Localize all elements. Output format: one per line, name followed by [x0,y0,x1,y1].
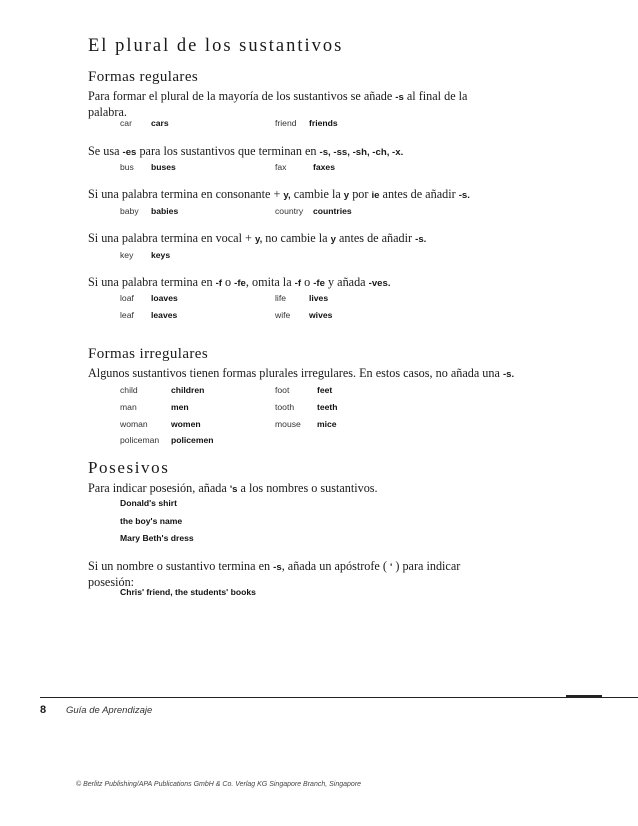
text-run: a los nombres o sustantivos. [237,481,378,495]
bold-suffix: y [330,234,336,245]
plural-word: wives [309,310,333,320]
section-heading-possessive: Posesivos [88,458,170,477]
footer-rule [40,697,638,698]
page-number: 8 [40,704,47,716]
rule-possessive-s [88,559,468,589]
plural-word: mice [317,419,337,429]
text-run: antes de añadir [379,187,459,201]
singular-word: car [120,118,132,128]
bold-suffix: -fe [313,278,325,289]
singular-word: policeman [120,435,160,445]
bold-suffix: y, [283,190,291,201]
text-run: o [301,275,314,289]
bold-suffix: y [343,190,350,201]
text-run: Si un nombre o sustantivo termina en [88,559,274,573]
singular-word: leaf [120,310,134,320]
plural-word: men [171,402,189,412]
plural-word: faxes [313,162,335,172]
bold-suffix: 's [229,484,238,495]
plural-word: loaves [151,293,178,303]
text-run: ) para indicar posesión: [88,559,461,589]
singular-word: key [120,250,134,260]
section-heading-irregular: Formas irregulares [88,346,209,362]
text-run: al final de la palabra. [88,89,468,119]
running-footer-title: Guía de Aprendizaje [66,705,153,716]
regular-intro [88,89,468,119]
singular-word: life [275,293,286,303]
singular-word: country [275,206,304,216]
plural-word: friends [309,118,338,128]
bold-suffix: -f [294,278,302,289]
text-run: y añada [324,275,369,289]
singular-word: bus [120,162,134,172]
possessive-example: the boy's name [120,516,183,526]
plural-word: keys [151,250,171,260]
rule-f [88,275,391,291]
plural-word: countries [313,206,352,216]
possessive-example: Mary Beth's dress [120,533,194,543]
bold-suffix: -s. [502,369,515,380]
text-run: no cambie la [262,231,331,245]
text-run: cambie la [290,187,344,201]
rule-y [88,187,470,203]
plural-word: cars [151,118,169,128]
singular-word: loaf [120,293,134,303]
possessive-example: Chris' friend, the students' books [120,587,256,597]
singular-word: fax [275,162,287,172]
singular-word: foot [275,385,290,395]
page-title: El plural de los sustantivos [88,36,344,56]
text-run: Se usa [88,144,123,158]
singular-word: mouse [275,419,301,429]
text-run: , omita la [245,275,295,289]
rule-vowel-y [88,231,426,247]
singular-word: tooth [275,402,295,412]
copyright-notice: © Berlitz Publishing/APA Publications GmbH & Co. Verlag KG Singapore Branch, Singapore [76,781,362,788]
bold-suffix: ' [390,562,393,573]
singular-word: woman [120,419,148,429]
singular-word: friend [275,118,297,128]
singular-word: wife [275,310,291,320]
text-run: Para indicar posesión, añada [88,481,230,495]
singular-word: child [120,385,138,395]
bold-suffix: -s [395,92,404,103]
bold-suffix: -s. [458,190,470,201]
text-run: Algunos sustantivos tienen formas plurales irregulares. En estos casos, no añada una [88,366,503,380]
text-run: , añada un apóstrofe ( [281,559,390,573]
plural-word: babies [151,206,179,216]
plural-word: children [171,385,205,395]
bold-suffix: -s, -ss, -sh, -ch, -x. [319,147,404,158]
irregular-intro [88,366,514,382]
singular-word: baby [120,206,139,216]
bold-suffix: ie [371,190,380,201]
plural-word: leaves [151,310,178,320]
text-run: para los sustantivos que terminan en [136,144,320,158]
bold-suffix: y, [254,234,263,245]
footer-rule-accent [566,695,602,697]
text-run: Para formar el plural de la mayoría de los sustantivos se añade [88,89,396,103]
text-run: o [221,275,235,289]
possessive-intro [88,481,378,497]
plural-word: feet [317,385,333,395]
singular-word: man [120,402,137,412]
possessive-example: Donald's shirt [120,498,177,508]
plural-word: women [171,419,201,429]
plural-word: buses [151,162,176,172]
bold-suffix: -s. [415,234,427,245]
plural-word: policemen [171,435,214,445]
rule-es [88,144,403,160]
bold-suffix: -s [273,562,282,573]
text-run: antes de añadir [335,231,416,245]
text-run: Si una palabra termina en [88,275,216,289]
bold-suffix: -ves. [368,278,391,289]
text-run: por [349,187,372,201]
text-run: Si una palabra termina en consonante + [88,187,284,201]
bold-suffix: -es [122,147,137,158]
section-heading-regular: Formas regulares [88,69,199,85]
plural-word: lives [309,293,329,303]
text-run: Si una palabra termina en vocal + [88,231,255,245]
bold-suffix: -fe [234,278,246,289]
plural-word: teeth [317,402,338,412]
bold-suffix: -f [215,278,222,289]
